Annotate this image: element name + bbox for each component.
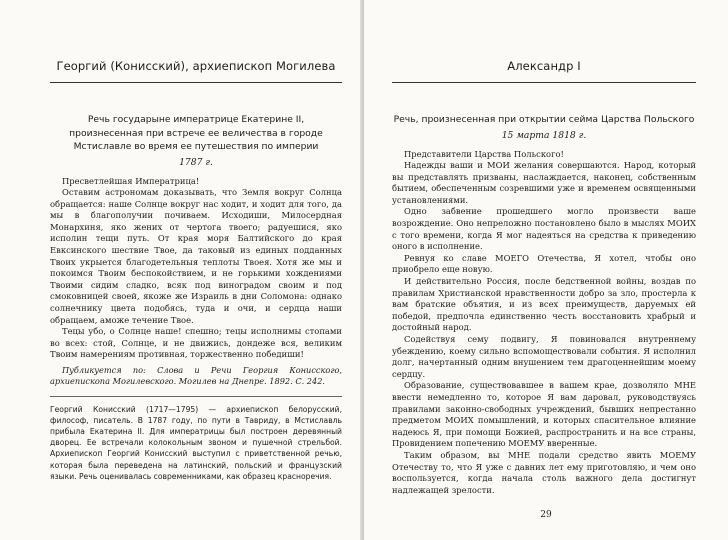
left-biographical-note: Георгий Конисский (1717—1795) — архиепископ белорусский, философ, писатель. В 1787 году, по пути в Тавриду, в Мстиславль прибыла Екатерина II. Для императрицы был построен деревянный дворец. Ее встречали колокольным звоном и пушечной стрельбой. Архиепископ Георгий Конисский выступил с приветственной речью, которая была переведена на латинский, польский и французский языки. Речь оценивалась современниками, как образец красноречия. (50, 404, 342, 481)
right-paragraph: Таким образом, вы МНЕ подали средство явить МОЕМУ Отечеству то, что Я уже с давних лет ему приготовляю, и чем оно воспользуется, когда начала столь важного дела достигнут надлежащей зрелости. (392, 449, 696, 495)
left-speech-date: 1787 г. (179, 156, 213, 168)
left-running-head: Георгий (Конисский), архиепископ Могилева (56, 59, 336, 73)
right-running-head: Александр I (507, 59, 581, 73)
right-page (364, 0, 728, 540)
right-paragraph: Одно забвение прошедшего могло произвести ваше возрождение. Оно непреложно постановлено было в мыслях МОИХ с того времени, когда Я мог надеяться на средства к приведению оного в исполнение. (392, 206, 696, 252)
left-head-rule (50, 82, 342, 83)
right-head-rule (392, 82, 696, 83)
left-page-content (50, 58, 342, 482)
left-page (0, 0, 362, 540)
left-paragraph: Пресветлейшая Императрица! (62, 175, 200, 186)
right-speech-date: 15 марта 1818 г. (501, 129, 587, 141)
right-speech-title: Речь, произнесенная при открытии сейма Царства Польского (393, 114, 695, 125)
left-paragraph: Оставим астрономам доказывать, что Земля вокруг Солнца обращается: наше Солнце вокруг нас ходит, и ходит для того, да мы в благополучии почиваем. Исходиши, Милосердная Монархиня, яко жених от чертога твоего; радуешися, яко исполин тещи путь. От края моря Балтийского до края Евксинского шествие Твое, да таковый из единых подданных Твоих укрыется благодетельныя теплоты Твоея. Хотя же мы и покоимся Твоим беспокойствием, и не горькими хождениями Твоими сидим сладко, всяк под виноградом своим и под смоковницей своей, якоже же Израиль в дни Соломона: однако солнечнику цвета подобясь, туда и очи, и сердца наши обращаем, аможе течение Твое. (50, 187, 342, 325)
right-paragraph: Содействуя сему подвигу, Я повиновался внутреннему убеждению, коему сильно вспомоществовали события. Я исполнил долг, начертанный одним внушением тем драгоценнейшим моему сердцу. (392, 334, 696, 379)
right-paragraph: Представители Царства Польского! (404, 148, 564, 159)
page-number: 29 (540, 510, 552, 520)
right-paragraph: И действительно Россия, после бедственной войны, воздав по правилам Христианской нравственности добро за зло, простерла к вам братские объятия, и из всех преимуществ, даруемых ей победой, предпочла единственно честь восстановить храбрый и достойный народ. (392, 276, 696, 333)
left-paragraph: Тецы убо, о Солнце наше! спешно; тецы исполнимы стопами во всех: стой, Солнце, и не движись, дондеже вся, великим Твоим намерениям противная, торжественно победиши! (50, 326, 342, 360)
left-source-citation: Публикуется по: Слова и Речи Георгия Конисского, архиепископа Могилевского. Могилев на Днепре. 1892. С. 242. (50, 365, 342, 387)
note-separator (50, 396, 342, 397)
right-paragraph: Надежды ваши и МОИ желания совершаются. Народ, который вы представлять призваны, наслаждается, наконец, собственным бытием, обеспеченным созревшими уже и временем освященными установлениями. (392, 160, 696, 205)
right-page-content (392, 58, 696, 496)
right-paragraph: Образование, существовавшее в вашем крае, дозволяло МНЕ ввести немедленно то, которое Я вам даровал, руководствуясь правилами законно-свободных учреждений, бывших непрестанно предметом МОИХ помышлений, и которых спасительное влияние надеюсь Я, при помощи Божией, распространить и на все страны, Провидением попечению МОЕМУ вверенные. (392, 380, 696, 449)
left-speech-title: Речь государыне императрице Екатерине II, произнесенная при встрече ее величества в городе Мстиславле во время ее путешествия по империи (69, 114, 323, 152)
right-paragraph: Ревнуя ко славе МОЕГО Отечества, Я хотел, чтобы оно приобрело еще новую. (392, 252, 696, 275)
